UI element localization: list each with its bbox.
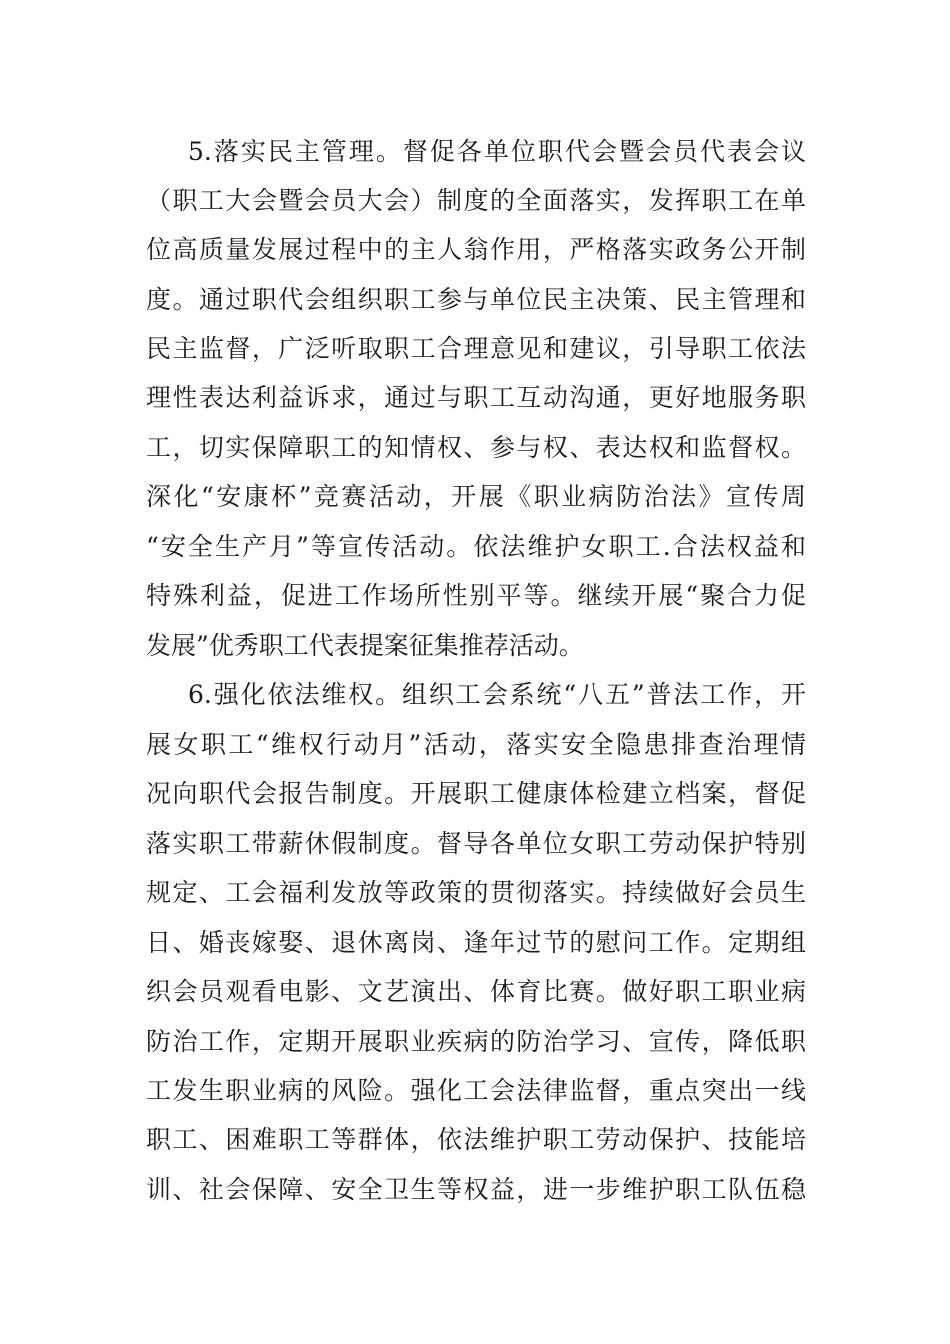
paragraph-6-line-2: 展女职工“维权行动月”活动，落实安全隐患排查治理情	[146, 730, 806, 759]
paragraph-5-line-7: 工，切实保障职工的知情权、参与权、表达权和监督权。	[146, 433, 806, 462]
paragraph-5-line-10: 特殊利益，促进工作场所性别平等。继续开展“聚合力促	[146, 581, 806, 610]
paragraph-6-line-5: 规定、工会福利发放等政策的贯彻落实。持续做好会员生	[146, 878, 806, 907]
paragraph-6-line-7: 织会员观看电影、文艺演出、体育比赛。做好职工职业病	[146, 977, 806, 1006]
paragraph-5-line-2: （职工大会暨会员大会）制度的全面落实，发挥职工在单	[146, 186, 806, 215]
paragraph-5-line-1: 5.落实民主管理。督促各单位职代会暨会员代表会议	[188, 137, 806, 166]
paragraph-5-line-9: “安全生产月”等宣传活动。依法维护女职工.合法权益和	[146, 532, 806, 561]
paragraph-5-line-4: 度。通过职代会组织职工参与单位民主决策、民主管理和	[146, 285, 806, 314]
paragraph-5-line-6: 理性表达利益诉求，通过与职工互动沟通，更好地服务职	[146, 383, 806, 412]
paragraph-6-line-4: 落实职工带薪休假制度。督导各单位女职工劳动保护特别	[146, 829, 806, 858]
paragraph-6-line-10: 职工、困难职工等群体，依法维护职工劳动保护、技能培	[146, 1125, 806, 1154]
paragraph-6-line-9: 工发生职业病的风险。强化工会法律监督，重点突出一线	[146, 1076, 806, 1105]
paragraph-6-line-6: 日、婚丧嫁娶、退休离岗、逢年过节的慰问工作。定期组	[146, 928, 806, 957]
paragraph-6-line-1: 6.强化依法维权。组织工会系统“八五”普法工作，开	[188, 680, 806, 709]
paragraph-6-line-3: 况向职代会报告制度。开展职工健康体检建立档案，督促	[146, 779, 806, 808]
paragraph-5-line-3: 位高质量发展过程中的主人翁作用，严格落实政务公开制	[146, 235, 806, 264]
paragraph-5-line-11: 发展”优秀职工代表提案征集推荐活动。	[146, 631, 584, 660]
paragraph-6-line-11: 训、社会保障、安全卫生等权益，进一步维护职工队伍稳	[146, 1175, 806, 1204]
paragraph-6-line-8: 防治工作，定期开展职业疾病的防治学习、宣传，降低职	[146, 1027, 806, 1056]
paragraph-5-line-8: 深化“安康杯”竞赛活动，开展《职业病防治法》宣传周	[146, 482, 806, 511]
paragraph-5-line-5: 民主监督，广泛听取职工合理意见和建议，引导职工依法	[146, 334, 806, 363]
